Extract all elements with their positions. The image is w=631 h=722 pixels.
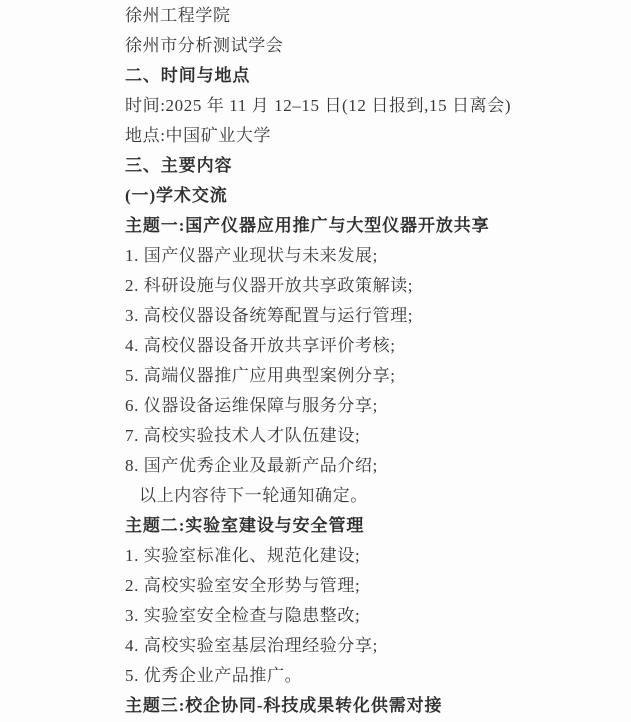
topic3-heading: 主题三:校企协同-科技成果转化供需对接 xyxy=(125,696,443,715)
location-line: 地点:中国矿业大学 xyxy=(125,126,272,145)
section-heading-time-location: 二、时间与地点 xyxy=(125,66,251,85)
topic2-heading: 主题二:实验室建设与安全管理 xyxy=(125,516,365,535)
section-heading-main-content: 三、主要内容 xyxy=(125,156,233,175)
topic1-item-6: 6. 仪器设备运维保障与服务分享; xyxy=(125,396,378,415)
topic2-item-2: 2. 高校实验室安全形势与管理; xyxy=(125,576,361,595)
organizer-line-1: 徐州工程学院 xyxy=(125,6,231,25)
topic1-item-1: 1. 国产仪器产业现状与未来发展; xyxy=(125,246,378,265)
topic1-item-4: 4. 高校仪器设备开放共享评价考核; xyxy=(125,336,396,355)
topic1-item-2: 2. 科研设施与仪器开放共享政策解读; xyxy=(125,276,414,295)
topic1-note: 以上内容待下一轮通知确定。 xyxy=(139,486,368,505)
subsection-heading-academic-exchange: (一)学术交流 xyxy=(125,186,228,205)
topic1-item-5: 5. 高端仪器推广应用典型案例分享; xyxy=(125,366,396,385)
time-line: 时间:2025 年 11 月 12–15 日(12 日报到,15 日离会) xyxy=(125,96,512,115)
topic1-item-3: 3. 高校仪器设备统筹配置与运行管理; xyxy=(125,306,414,325)
organizer-line-2: 徐州市分析测试学会 xyxy=(125,36,284,55)
topic2-item-3: 3. 实验室安全检查与隐患整改; xyxy=(125,606,361,625)
topic2-item-5: 5. 优秀企业产品推广。 xyxy=(125,666,303,685)
topic1-item-8: 8. 国产优秀企业及最新产品介绍; xyxy=(125,456,378,475)
topic2-item-1: 1. 实验室标准化、规范化建设; xyxy=(125,546,361,565)
topic1-item-7: 7. 高校实验技术人才队伍建设; xyxy=(125,426,361,445)
topic1-heading: 主题一:国产仪器应用推广与大型仪器开放共享 xyxy=(125,216,490,235)
topic2-item-4: 4. 高校实验室基层治理经验分享; xyxy=(125,636,378,655)
